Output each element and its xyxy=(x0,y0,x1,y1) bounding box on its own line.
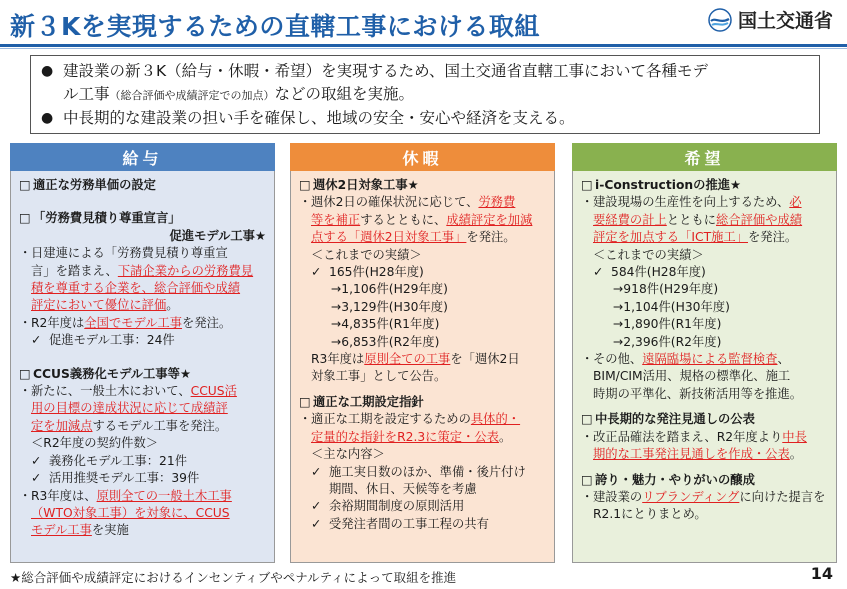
square-bullet-icon: □ xyxy=(299,178,311,192)
summary-text-3: 中長期的な建設業の担い手を確保し、地域の安全・安心や経済を支える。 xyxy=(63,109,575,127)
list-item: ・ 建設業のリブランディングに向けた提言を R2.1にとりまとめ。 xyxy=(581,489,826,522)
main-content-heading: ＜主な内容＞ xyxy=(311,447,385,462)
section-i-construction: □ i-Constructionの推進★ xyxy=(581,177,828,194)
check-icon: ✓ xyxy=(311,516,322,531)
list-item: ・ R2年度は全国でモデル工事を発注。 xyxy=(19,315,232,330)
page-title: 新３Kを実現するための直轄工事における取組 xyxy=(10,12,540,41)
result-item: →918件(H29年度) xyxy=(613,282,719,297)
results-heading: ＜これまでの実績＞ xyxy=(593,247,704,262)
check-icon: ✓ xyxy=(311,464,322,479)
list-item: ・ その他、遠隔臨場による監督検査、 BIM/CIM活用、規格の標準化、施工 時期の平準化、新技術活用等を推進。 xyxy=(581,352,803,401)
footer-note: ★総合評価や成績評定におけるインセンティブやペナルティによって取組を推進 xyxy=(10,570,457,585)
square-bullet-icon: □ xyxy=(19,178,31,192)
section-construction-period: □ 適正な工期設定指針 xyxy=(299,394,546,411)
check-icon: ✓ xyxy=(31,333,42,348)
result-item: →6,853件(R2年度) xyxy=(331,334,440,349)
column-body-wages xyxy=(10,171,275,563)
contract-count-heading: ＜R2年度の契約件数＞ xyxy=(31,436,159,451)
result-item: →3,129件(H30年度) xyxy=(331,299,448,314)
check-icon: ✓ xyxy=(31,471,42,486)
section-labor-rate: □ 適正な労務単価の設定 xyxy=(19,177,266,194)
ministry-logo xyxy=(708,6,833,33)
list-item: ・ 日建連による「労務費見積り尊重宣 言」を踏まえ、下請企業からの労務費見 積を尊重する企業を、総合評価や成績 評定において優位に評価。 xyxy=(19,246,254,313)
summary-line-1 xyxy=(41,60,809,107)
summary-text-1: 建設業の新３K（給与・休暇・希望）を実現するため、国土交通省直轄工事において各種モデ xyxy=(63,62,709,80)
list-item: ・ 週休2日の確保状況に応じて、労務費 等を補正するとともに、成績評定を加減 点する「週休2日対象工事」を発注。 xyxy=(299,195,533,245)
square-bullet-icon: □ xyxy=(581,472,593,487)
ministry-name: 国土交通省 xyxy=(737,10,833,32)
check-item: ✓ 584件(H28年度) xyxy=(581,264,828,281)
bullet-icon: ● xyxy=(41,63,54,79)
column-holidays xyxy=(290,143,555,563)
section-labor-cost-declaration-sub: 促進モデル工事★ xyxy=(169,228,266,243)
result-item: →1,104件(H30年度) xyxy=(613,299,730,314)
list-item: ・ R3年度は、原則全ての一般土木工事 （WTO対象工事）を対象に、CCUS モデル工事を実施 xyxy=(19,488,232,538)
page-number: 14 xyxy=(810,564,833,583)
square-bullet-icon: □ xyxy=(19,211,31,226)
list-item: ・ 適正な工期を設定するための具体的・ 定量的な指針をR2.3に策定・公表。 xyxy=(299,412,521,444)
check-item: ✓ 165件(H28年度) xyxy=(299,264,546,281)
check-icon: ✓ xyxy=(311,499,322,514)
section-two-day-weekend: □ 週休2日対象工事★ xyxy=(299,177,546,194)
bullet-icon: ● xyxy=(41,110,54,126)
mlit-wave-icon xyxy=(708,8,732,32)
column-wages xyxy=(10,143,275,563)
page-header xyxy=(0,0,847,44)
check-item: ✓ 活用推奨モデル工事：39件 xyxy=(19,470,266,487)
square-bullet-icon: □ xyxy=(19,366,31,381)
check-item: ✓ 義務化モデル工事：21件 xyxy=(19,453,266,470)
column-body-holidays xyxy=(290,171,555,563)
summary-line-2 xyxy=(41,107,809,130)
results-heading: ＜これまでの実績＞ xyxy=(311,247,422,262)
section-order-outlook: □ 中長期的な発注見通しの公表 xyxy=(581,411,828,428)
check-icon: ✓ xyxy=(31,453,42,468)
summary-text-2c: などの取組を実施。 xyxy=(274,85,415,103)
column-hope xyxy=(572,143,837,563)
section-ccus: □ CCUS義務化モデル工事等★ xyxy=(19,366,266,383)
result-item: →1,890件(R1年度) xyxy=(613,317,722,332)
check-item: ✓ 施工実日数のほか、準備・後片付け 期間、休日、天候等を考慮 xyxy=(299,464,546,499)
header-divider-thin xyxy=(0,48,847,49)
check-item: ✓ 促進モデル工事：24件 xyxy=(19,332,266,349)
square-bullet-icon: □ xyxy=(581,412,593,427)
list-item: ・ 新たに、一般土木において、CCUS活 用の目標の達成状況に応じて成績評 定を加減点するモデル工事を発注。 xyxy=(19,384,237,433)
summary-text-2b: （総合評価や成績評定での加点） xyxy=(109,89,275,102)
r3-note: R3年度は原則全ての工事を「週休2日 対象工事」として公告。 xyxy=(311,352,520,384)
check-item: ✓ 受発注者間の工事工程の共有 xyxy=(299,516,546,533)
check-item: ✓ 余裕期間制度の原則活用 xyxy=(299,498,546,515)
result-item: →2,396件(R2年度) xyxy=(613,334,722,349)
square-bullet-icon: □ xyxy=(299,394,311,409)
header-divider xyxy=(0,44,847,47)
result-item: →4,835件(R1年度) xyxy=(331,317,440,332)
check-icon: ✓ xyxy=(593,265,604,280)
summary-text-2a: ル工事 xyxy=(63,85,110,103)
list-item: ・ 改正品確法を踏まえ、R2年度より中長 期的な工事発注見通しを作成・公表。 xyxy=(581,429,807,462)
column-body-hope xyxy=(572,171,837,563)
section-pride-attraction: □ 誇り・魅力・やりがいの醸成 xyxy=(581,472,828,489)
list-item: ・ 建設現場の生産性を向上するため、必 要経費の計上とともに総合評価や成績 評定を加点する「ICT施工」を発注。 xyxy=(581,195,803,245)
column-header-hope: 希望 xyxy=(572,143,837,171)
result-item: →1,106件(H29年度) xyxy=(331,282,448,297)
summary-box xyxy=(30,55,820,134)
column-header-wages: 給与 xyxy=(10,143,275,171)
square-bullet-icon: □ xyxy=(581,178,593,192)
column-header-holidays: 休暇 xyxy=(290,143,555,171)
check-icon: ✓ xyxy=(311,265,322,280)
section-labor-cost-declaration: □ 「労務費見積り尊重宣言」 xyxy=(19,210,266,227)
